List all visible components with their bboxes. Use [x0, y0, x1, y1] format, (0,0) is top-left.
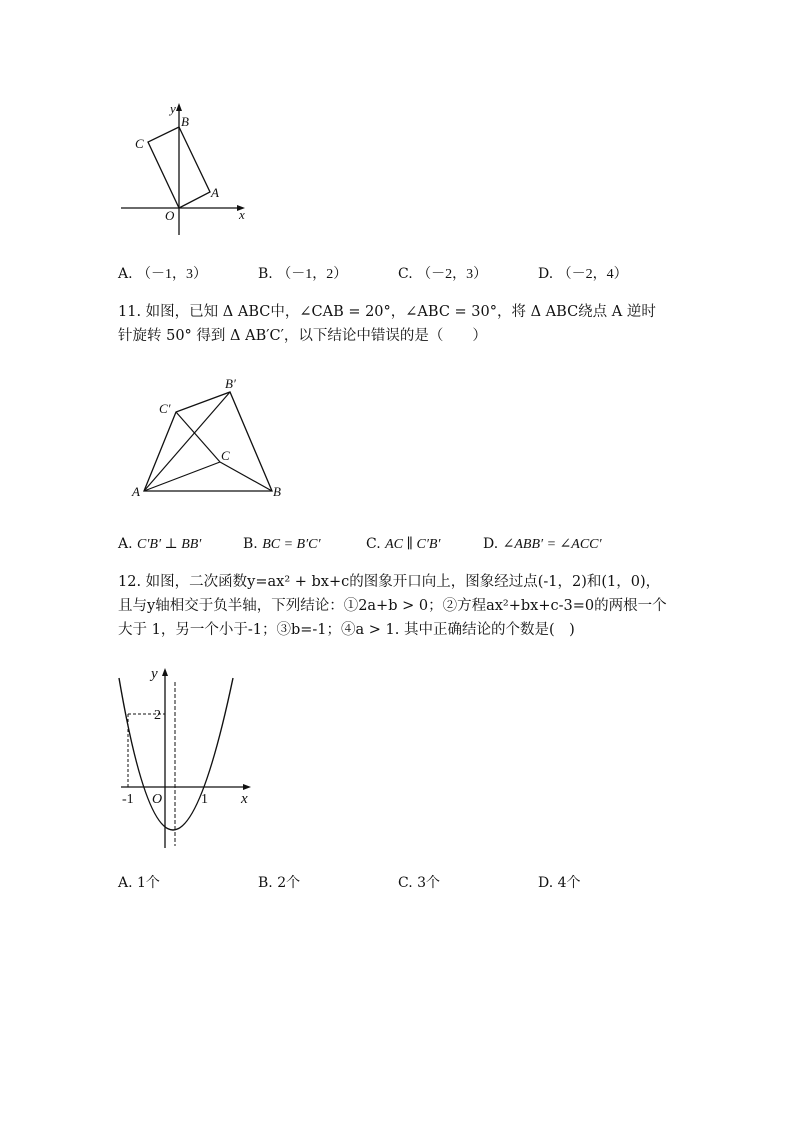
q12-option-d[interactable]: D. 4个 — [538, 875, 581, 891]
q12-label-2: 2 — [154, 708, 161, 723]
q11-option-c[interactable]: C. AC ∥ C′B′ — [366, 536, 441, 552]
q11-label-A: A — [132, 484, 140, 499]
q11-option-b[interactable]: B. BC = B′C′ — [243, 536, 321, 552]
q12-figure — [115, 660, 260, 850]
q12-stem-line1: 12. 如图，二次函数y=ax² + bx+c的图象开口向上，图象经过点(-1，2)和(1，0)， — [118, 574, 661, 590]
q12-stem-line3: 大于 1，另一个小于-1；③b=-1；④a > 1. 其中正确结论的个数是( ) — [118, 622, 575, 638]
q12-label-neg1: -1 — [122, 792, 134, 807]
q10-label-y: y — [170, 101, 176, 116]
q11-option-a[interactable]: A. C′B′ ⊥ BB′ — [118, 536, 202, 552]
q12-label-x: x — [241, 791, 248, 807]
q10-label-A: A — [211, 185, 219, 200]
q10-y-arrow-icon — [176, 103, 182, 111]
q10-label-B: B — [181, 114, 189, 129]
q12-parabola — [119, 678, 233, 830]
q11-option-d[interactable]: D. ∠ABB′ = ∠ACC′ — [483, 536, 602, 552]
q11-figure — [128, 372, 298, 502]
q12-option-c[interactable]: C. 3个 — [398, 875, 441, 891]
q12-label-1: 1 — [201, 792, 208, 807]
q12-x-arrow-icon — [243, 784, 251, 790]
q10-label-O: O — [165, 208, 175, 223]
q10-option-b[interactable]: B. （－1，2） — [258, 266, 348, 282]
q11-label-C-prime: C′ — [159, 401, 171, 416]
q10-figure — [115, 95, 255, 240]
q11-label-C: C — [221, 448, 230, 463]
q11-stem-line1: 11. 如图，已知 Δ ABC中，∠CAB = 20°，∠ABC = 30°，将 Δ ABC绕点 A 逆时 — [118, 304, 656, 320]
q11-segment-CC-prime — [176, 412, 220, 462]
q11-segment-BC — [220, 462, 272, 491]
q10-option-a[interactable]: A. （－1，3） — [118, 266, 208, 282]
q12-label-y: y — [151, 666, 158, 682]
q11-stem-line2: 针旋转 50° 得到 Δ AB′C′，以下结论中错误的是（ ） — [118, 328, 487, 344]
q10-option-c[interactable]: C. （－2，3） — [398, 266, 488, 282]
q12-option-a[interactable]: A. 1个 — [118, 875, 160, 891]
q12-stem-line2: 且与y轴相交于负半轴，下列结论：①2a+b > 0；②方程ax²+bx+c-3=0的两根一个 — [118, 598, 667, 614]
q12-y-arrow-icon — [162, 668, 168, 676]
q12-label-O: O — [152, 792, 163, 807]
q11-label-B-prime: B′ — [225, 376, 236, 391]
q10-label-x: x — [239, 207, 245, 222]
q11-segment-AC — [144, 462, 220, 491]
q10-option-d[interactable]: D. （－2，4） — [538, 266, 628, 282]
q12-option-b[interactable]: B. 2个 — [258, 875, 301, 891]
q11-segment-AB-prime — [144, 392, 230, 491]
q10-label-C: C — [135, 136, 144, 151]
q11-label-B: B — [273, 484, 281, 499]
